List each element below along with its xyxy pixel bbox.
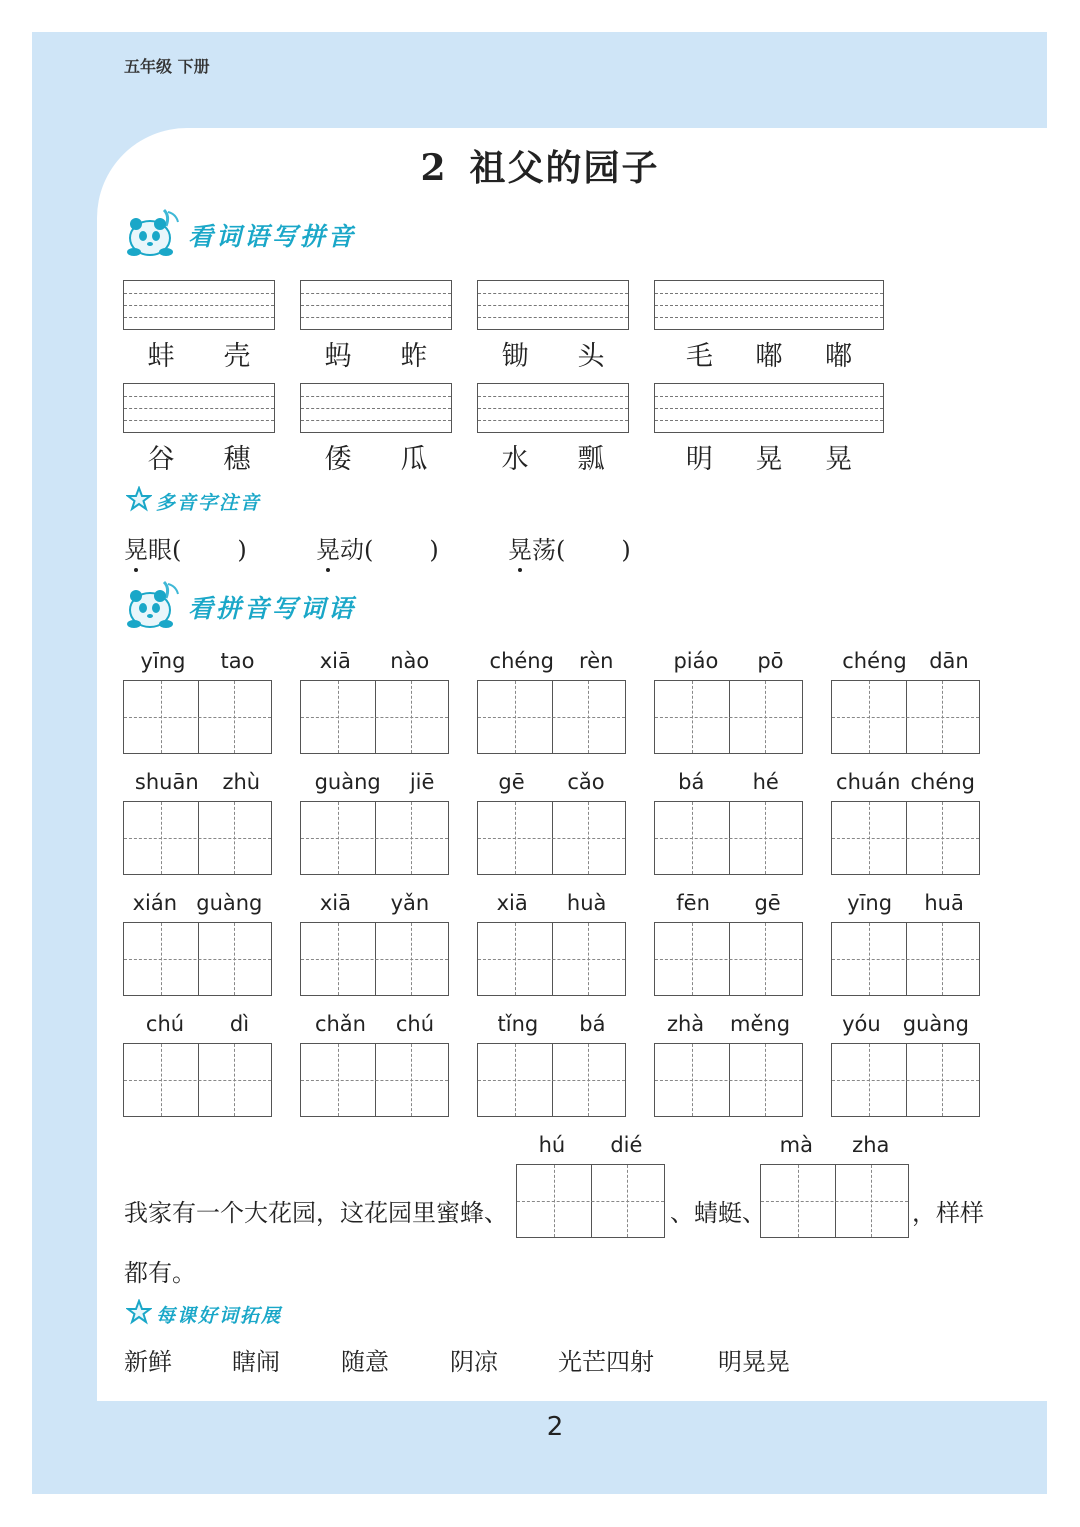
lesson-number: 2	[420, 147, 448, 189]
pinyin-label: zhà měng	[666, 1012, 791, 1036]
word-maodudu: 毛 嘟 嘟	[685, 341, 853, 372]
page-number: 2	[546, 1412, 564, 1442]
section-see-pinyin	[124, 578, 356, 636]
writing-grid[interactable]	[831, 922, 980, 996]
writing-grid[interactable]	[654, 801, 803, 875]
pinyin-box[interactable]	[300, 280, 452, 330]
good-word: 光芒四射	[558, 1348, 654, 1376]
pinyin-label: xiā huà	[496, 891, 607, 915]
writing-grid[interactable]	[516, 1164, 665, 1238]
section-see-words	[124, 206, 356, 264]
writing-grid[interactable]	[831, 1043, 980, 1117]
writing-grid[interactable]	[123, 680, 272, 754]
panda-icon	[124, 206, 182, 264]
lesson-title	[0, 140, 1080, 191]
pinyin-label: chú dì	[145, 1012, 250, 1036]
pinyin-box[interactable]	[123, 383, 275, 433]
writing-grid[interactable]	[300, 1043, 449, 1117]
writing-grid[interactable]	[654, 1043, 803, 1117]
writing-grid[interactable]	[760, 1164, 909, 1238]
pinyin-label: mà zha	[779, 1133, 890, 1157]
section-polyphonic	[126, 486, 261, 517]
pinyin-label: yīng huā	[847, 891, 964, 915]
writing-grid[interactable]	[300, 680, 449, 754]
pinyin-label: shuān zhù	[134, 770, 261, 794]
writing-grid[interactable]	[477, 922, 626, 996]
panda-icon	[124, 578, 182, 636]
pinyin-box[interactable]	[654, 383, 884, 433]
pinyin-box[interactable]	[654, 280, 884, 330]
grade-header: 五年级 下册	[124, 57, 210, 76]
pinyin-label: hú dié	[538, 1133, 643, 1157]
pinyin-label: chéng rèn	[489, 649, 614, 673]
pinyin-label: guàng jiē	[314, 770, 435, 794]
pinyin-label: xiā nào	[319, 649, 430, 673]
pinyin-label: chuán chéng	[836, 770, 975, 794]
good-word: 阴凉	[450, 1348, 498, 1376]
writing-grid[interactable]	[300, 922, 449, 996]
good-word: 瞎闹	[232, 1348, 280, 1376]
pinyin-label: piáo pō	[673, 649, 784, 673]
pinyin-label: chéng dān	[842, 649, 969, 673]
pinyin-label: bá hé	[678, 770, 779, 794]
section-see-words-title: 看词语写拼音	[188, 222, 357, 251]
writing-grid[interactable]	[477, 1043, 626, 1117]
sentence-part: ，样样	[912, 1199, 984, 1227]
word-shuipiao: 水 瓢	[501, 444, 605, 475]
sentence-part: 、蜻蜓、	[670, 1199, 766, 1227]
word-gusui: 谷 穗	[147, 444, 251, 475]
writing-grid[interactable]	[831, 680, 980, 754]
word-chutou: 锄 头	[501, 341, 605, 372]
writing-grid[interactable]	[123, 801, 272, 875]
word-minghuanghuang: 明 晃 晃	[685, 444, 853, 475]
polyphonic-item: 晃动( )	[316, 536, 439, 564]
good-word: 随意	[341, 1348, 389, 1376]
star-icon	[126, 486, 152, 517]
pinyin-label: chǎn chú	[314, 1012, 435, 1036]
polyphonic-item: 晃荡( )	[508, 536, 631, 564]
section-polyphonic-title: 多音字注音	[156, 492, 262, 514]
pinyin-label: xián guàng	[132, 891, 263, 915]
polyphonic-item: 晃眼( )	[124, 536, 247, 564]
writing-grid[interactable]	[654, 680, 803, 754]
writing-grid[interactable]	[123, 922, 272, 996]
writing-grid[interactable]	[831, 801, 980, 875]
pinyin-label: xiā yǎn	[319, 891, 430, 915]
lesson-title-text: 祖父的园子	[469, 147, 660, 189]
pinyin-label: yóu guàng	[842, 1012, 969, 1036]
pinyin-label: tǐng bá	[497, 1012, 606, 1036]
pinyin-label: yīng tao	[140, 649, 255, 673]
writing-grid[interactable]	[477, 680, 626, 754]
sentence-part: 我家有一个大花园，这花园里蜜蜂、	[124, 1199, 508, 1227]
word-wogua: 倭 瓜	[324, 444, 428, 475]
word-mazha: 蚂 蚱	[324, 341, 428, 372]
word-bangke: 蚌 壳	[147, 341, 251, 372]
pinyin-box[interactable]	[123, 280, 275, 330]
writing-grid[interactable]	[300, 801, 449, 875]
good-word: 明晃晃	[718, 1348, 790, 1376]
pinyin-label: gē cǎo	[498, 770, 605, 794]
pinyin-box[interactable]	[477, 280, 629, 330]
star-icon	[126, 1299, 152, 1330]
sentence-part: 都有。	[124, 1259, 196, 1287]
pinyin-box[interactable]	[300, 383, 452, 433]
pinyin-label: fēn gē	[676, 891, 781, 915]
good-word: 新鲜	[124, 1348, 172, 1376]
section-good-words-title: 每课好词拓展	[156, 1305, 283, 1327]
section-see-pinyin-title: 看拼音写词语	[188, 594, 357, 623]
writing-grid[interactable]	[123, 1043, 272, 1117]
writing-grid[interactable]	[654, 922, 803, 996]
writing-grid[interactable]	[477, 801, 626, 875]
pinyin-box[interactable]	[477, 383, 629, 433]
section-good-words	[126, 1299, 282, 1330]
